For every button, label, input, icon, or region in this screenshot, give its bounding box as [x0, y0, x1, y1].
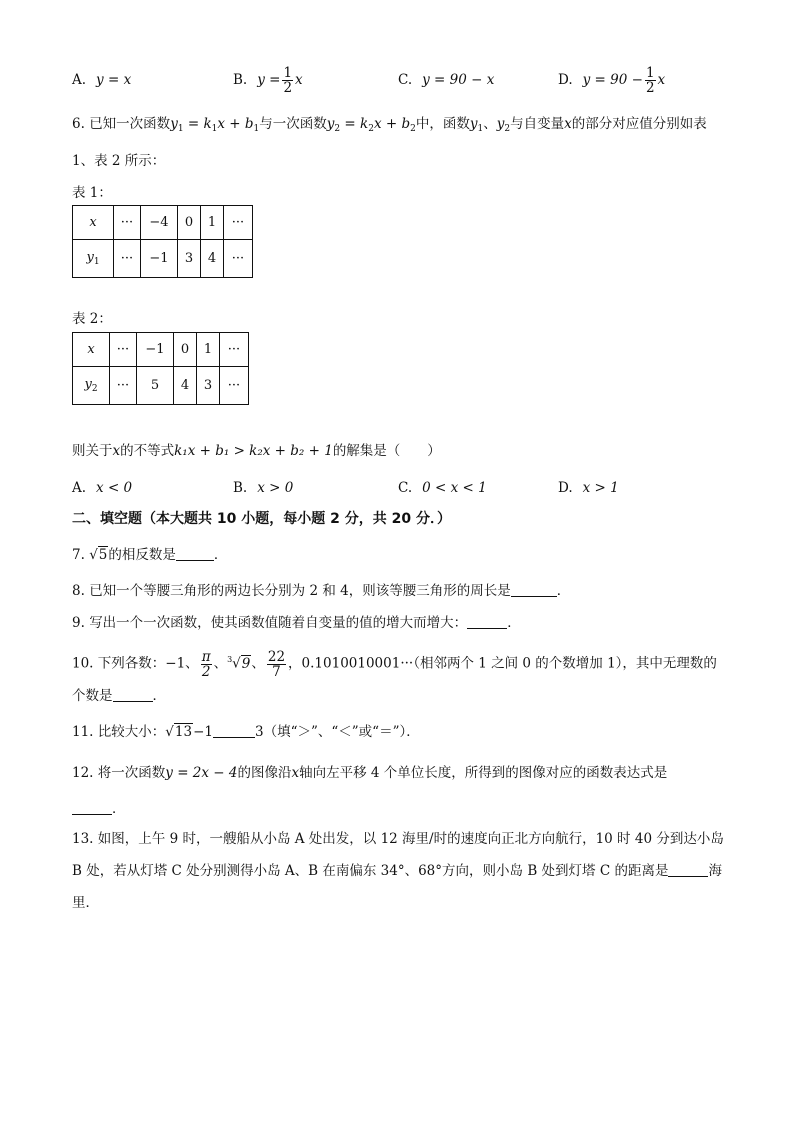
- table-2: [72, 332, 249, 405]
- answer-blank[interactable]: [113, 687, 153, 702]
- fraction: $\frac{\pi}{2}$: [201, 648, 211, 680]
- answer-blank[interactable]: [176, 546, 214, 561]
- table-row: $y_2$ ··· 5 4 3 ···: [73, 367, 249, 405]
- q6-option-c: C. 0 < x < 1: [398, 480, 487, 496]
- section-heading: 二、填空题（本大题共 10 小题，每小题 2 分，共 20 分．）: [72, 511, 451, 527]
- answer-blank[interactable]: [72, 800, 112, 815]
- table-row: x ··· −4 0 1 ···: [73, 206, 253, 240]
- q11: 11. 比较大小：√13−1 3（填“＞”、“＜”或“＝”）．: [72, 724, 420, 740]
- table1-caption: 表 1：: [72, 185, 112, 201]
- cube-root: $^3$√9: [227, 655, 251, 672]
- q10-line2: 个数是 ．: [72, 688, 166, 704]
- q6-option-a: A. x < 0: [72, 480, 133, 496]
- answer-blank[interactable]: [511, 582, 557, 597]
- fraction: $\frac{1}{2}$: [283, 65, 293, 96]
- q6-stem-line2: 1、表 2 所示：: [72, 153, 166, 169]
- table2-caption: 表 2：: [72, 311, 112, 327]
- table-row: x ··· −1 0 1 ···: [73, 333, 249, 367]
- table-row: $y_1$ ··· −1 3 4 ···: [73, 240, 253, 278]
- q6-option-d: D. x > 1: [558, 480, 619, 496]
- answer-blank[interactable]: [213, 723, 255, 738]
- sqrt: √5: [89, 547, 108, 563]
- q12-line2: ．: [72, 799, 126, 819]
- q10-line1: 10. 下列各数：−1、 $\frac{\pi}{2}$ 、$^3$√9、 $\frac{22}{7}$ ，0.1010010001···（相邻两个 1 之间 0 的个数增加 1），其中无理数的: [72, 640, 717, 684]
- q5-option-d: D. y = 90 − $\frac{1}{2}$ x: [558, 65, 666, 96]
- answer-blank[interactable]: [467, 614, 507, 629]
- q9: 9. 写出一个一次函数，使其函数值随着自变量的值的增大而增大： ．: [72, 615, 521, 631]
- q13-line3: 里．: [72, 895, 99, 911]
- q5-option-a: A. y = x: [72, 72, 132, 88]
- q5-option-b: B. y = $\frac{1}{2}$ x: [233, 65, 303, 96]
- answer-blank[interactable]: [668, 862, 708, 877]
- q8: 8. 已知一个等腰三角形的两边长分别为 2 和 4，则该等腰三角形的周长是 ．: [72, 583, 571, 599]
- q6-question: 则关于x的不等式k₁x + b₁ > k₂x + b₂ + 1的解集是（ ）: [72, 443, 441, 459]
- q6-stem-line1: 6. 已知一次函数$y_1 = k_1x + b_1$与一次函数$y_2 = k_2x + b_2$中，函数$y_1$、$y_2$与自变量x的部分对应值分别如表: [72, 116, 707, 134]
- q13-line2: B 处，若从灯塔 C 处分别测得小岛 A、B 在南偏东 34°、68°方向，则小岛 B 处到灯塔 C 的距离是 海: [72, 863, 722, 879]
- sqrt: √13: [165, 724, 193, 740]
- q5-option-c: C. y = 90 − x: [398, 72, 495, 88]
- fraction: $\frac{22}{7}$: [267, 648, 286, 680]
- q7: 7. √5的相反数是 ．: [72, 547, 228, 563]
- table-1: [72, 205, 253, 278]
- q12-line1: 12. 将一次函数y = 2x − 4的图像沿x轴向左平移 4 个单位长度，所得到的图像对应的函数表达式是: [72, 765, 668, 781]
- fraction: $\frac{1}{2}$: [645, 65, 655, 96]
- q13-line1: 13. 如图，上午 9 时，一艘船从小岛 A 处出发，以 12 海里/时的速度向正北方向航行，10 时 40 分到达小岛: [72, 831, 724, 847]
- q6-option-b: B. x > 0: [233, 480, 294, 496]
